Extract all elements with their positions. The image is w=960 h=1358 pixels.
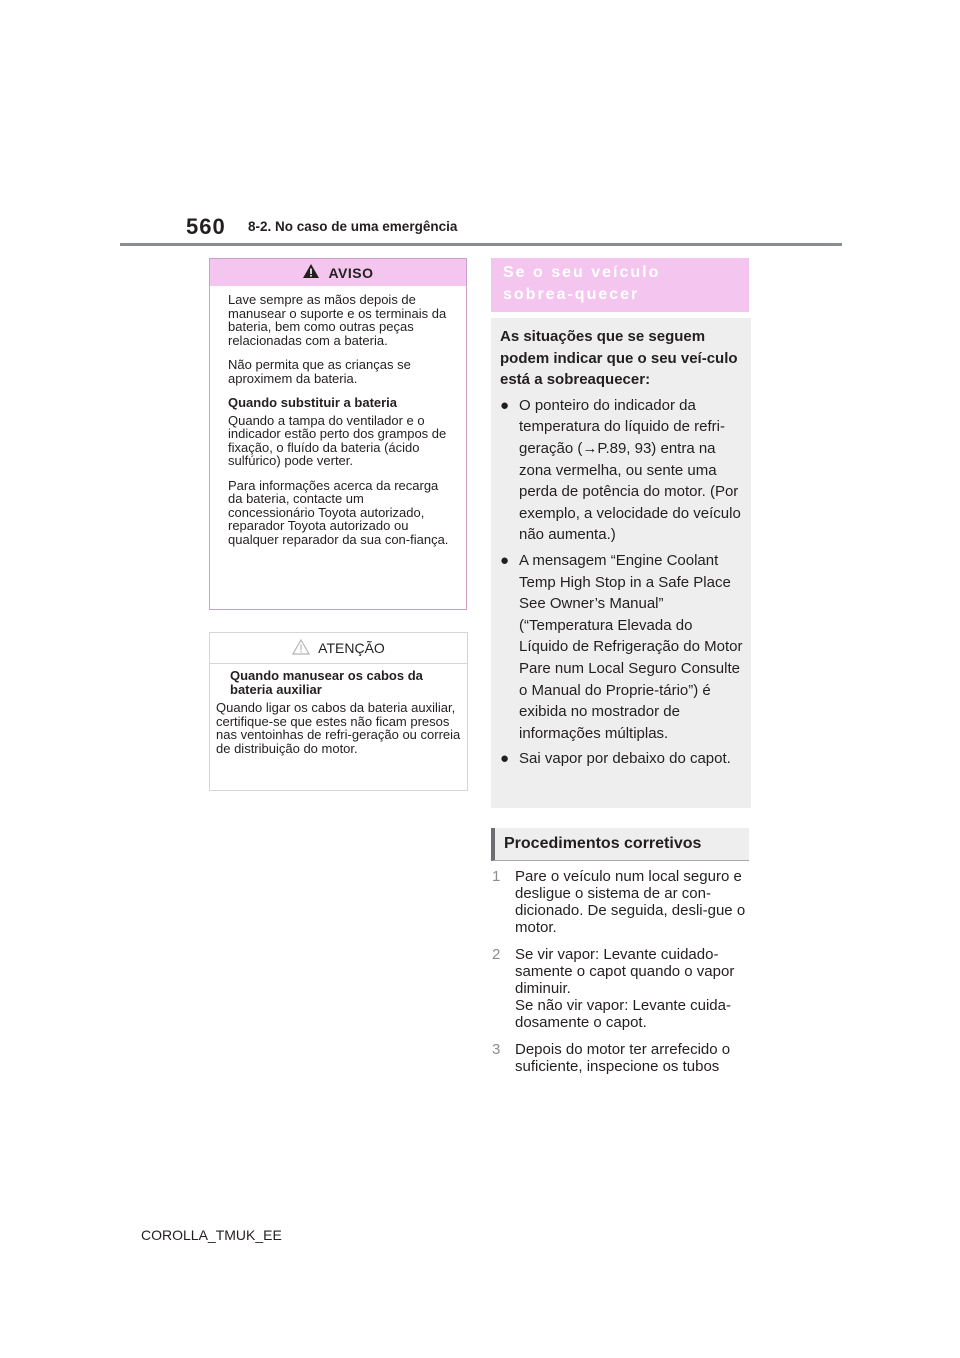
step-item (491, 868, 753, 936)
list-item-text: A mensagem “Engine Coolant Temp High Stop in a Safe Place See Owner’s Manual” (“Temperatura Elevada do Líquido de Refrigeração do Motor Pare num Local Seguro Consulte o Manual do Proprie-tário”) é exibida no mostrador de informações múltiplas. (519, 551, 743, 742)
page-number: 560 (186, 214, 226, 239)
bullet-icon: ● (500, 396, 510, 414)
bullet-icon: ● (500, 750, 510, 768)
symptom-list (500, 395, 743, 770)
caution-subheading: Quando manusear os cabos da bateria auxiliar (230, 668, 423, 697)
warning-paragraph: Não permita que as crianças se aproximem da bateria. (228, 357, 411, 386)
list-item (500, 395, 743, 546)
footer-code: COROLLA_TMUK_EE (141, 1227, 282, 1243)
list-item (500, 748, 743, 770)
caution-box (209, 632, 468, 791)
list-item-text: Sai vapor por debaixo do capot. (519, 750, 731, 768)
procedures-heading (491, 828, 749, 861)
header-rule (120, 243, 842, 246)
warning-paragraph: Lave sempre as mãos depois de manusear o suporte e os terminais da bateria, bem como outras peças relacionadas com a bateria. (228, 292, 447, 348)
step-text: Pare o veículo num local seguro e desligue o sistema de ar con-dicionado. De seguida, desli-gue o motor. (515, 868, 746, 936)
warning-title: AVISO (328, 264, 374, 281)
list-item-text: O ponteiro do indicador da temperatura do líquido de refri-geração (→P.89, 93) entra na zona vermelha, ou sente uma perda de potência do motor. (Por exemplo, a velocidade do veículo não aumenta.) (519, 396, 741, 544)
warning-box (209, 258, 467, 610)
list-item (500, 550, 743, 744)
procedures-heading-text: Procedimentos corretivos (504, 835, 702, 852)
bullet-icon: ● (500, 551, 510, 569)
caution-triangle-icon (292, 639, 310, 658)
overheat-banner: Se o seu veículo sobrea-quecer (491, 258, 749, 312)
warning-subheading: Quando substituir a bateria (228, 395, 398, 410)
warning-paragraph: Para informações acerca da recarga da bateria, contacte um concessionário Toyota autorizado, reparador Toyota autorizado ou qualquer reparador da sua con-fiança. (228, 477, 449, 547)
procedure-steps (491, 868, 753, 1085)
step-text: Depois do motor ter arrefecido o suficiente, inspecione os tubos (515, 1041, 731, 1075)
step-number: 1 (492, 868, 501, 885)
step-item (491, 946, 753, 1031)
warning-header (210, 259, 466, 286)
step-number: 2 (492, 946, 501, 963)
warning-paragraph: Quando a tampa do ventilador e o indicador estão perto dos grampos de fixação, o fluído da bateria (ácido sulfúrico) pode verter. (228, 412, 447, 468)
step-number: 3 (492, 1041, 501, 1058)
caution-title: ATENÇÃO (318, 640, 385, 656)
step-item (491, 1041, 753, 1075)
overheat-symptoms-box (491, 318, 751, 808)
warning-triangle-icon (302, 263, 320, 282)
section-title: 8-2. No caso de uma emergência (248, 219, 458, 234)
step-text: Se não vir vapor: Levante cuida-dosamente o capot. (515, 997, 731, 1031)
step-text: Se vir vapor: Levante cuidado-samente o capot quando o vapor diminuir. (515, 946, 735, 997)
caution-header (210, 633, 467, 664)
overheat-intro: As situações que se seguem podem indicar que o seu veí-culo está a sobreaquecer: (500, 328, 738, 389)
caution-paragraph: Quando ligar os cabos da bateria auxiliar, certifique-se que estes não ficam presos nas ventoinhas de refri-geração ou correia de distribuição do motor. (216, 700, 461, 756)
